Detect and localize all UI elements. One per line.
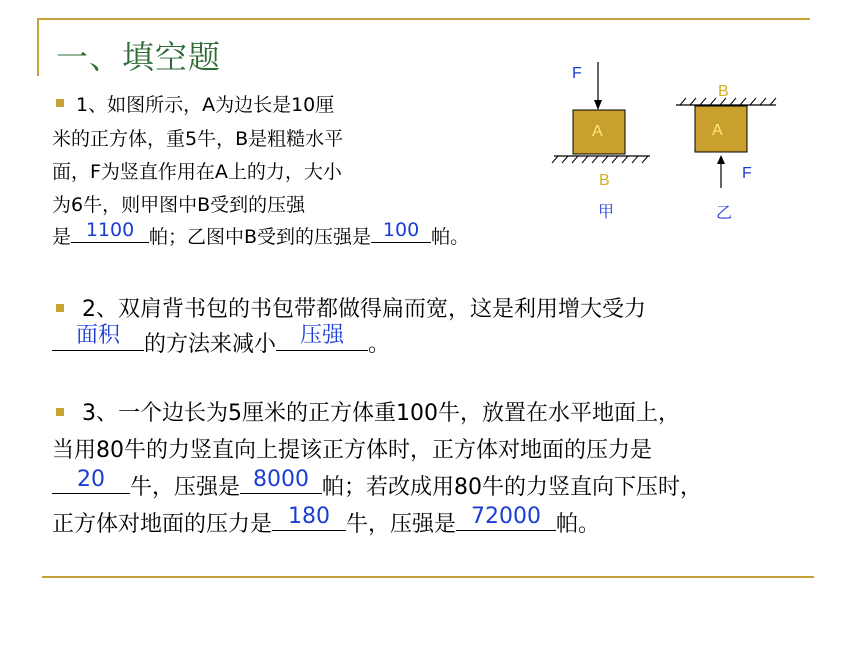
- q3-line-2: 当用80牛的力竖直向上提该正方体时，正方体对地面的压力是: [52, 438, 652, 463]
- q3-answer-1: 20: [77, 467, 105, 492]
- q3-text-e: 帕。: [556, 512, 601, 537]
- q1-line-2: 米的正方体，重5牛，B是粗糙水平: [52, 128, 344, 150]
- q3-blank-1: [52, 469, 130, 494]
- q3-blank-2: [240, 469, 322, 494]
- page-title: 一、填空题: [56, 38, 222, 76]
- q1-text-b: 帕；乙图中B受到的压强是: [149, 226, 372, 248]
- left-surface-label: B: [599, 172, 610, 189]
- q1-line-4: 为6牛，则甲图中B受到的压强: [52, 194, 306, 216]
- q2-text-a: 的方法来减小: [144, 332, 277, 357]
- q3-blank-4: [456, 506, 556, 531]
- q1-answer-2: 100: [382, 219, 420, 241]
- q2-answer-1: 面积: [75, 323, 120, 348]
- diagram-left: [552, 62, 650, 221]
- q1-answer-1: 1100: [85, 219, 135, 241]
- right-caption: 乙: [716, 203, 733, 222]
- left-hatch: [552, 156, 648, 163]
- q1-line-5: [52, 219, 470, 249]
- q3-text-d: 牛，压强是: [346, 512, 457, 537]
- q3-line-1: 3、一个边长为5厘米的正方体重100牛，放置在水平地面上，: [82, 401, 680, 426]
- q1-line-3: 面，F为竖直作用在A上的力，大小: [52, 161, 342, 183]
- bullet-q2: [56, 304, 64, 312]
- left-rule: [37, 18, 39, 76]
- q3-answer-4: 72000: [471, 504, 542, 529]
- left-caption: 甲: [598, 202, 615, 221]
- q3-line-4: [52, 506, 600, 538]
- diagram-right: [676, 83, 776, 222]
- q1-blank-2: [371, 219, 431, 243]
- q2-blank-2: [276, 323, 368, 351]
- q1-text-a: 是: [52, 226, 72, 248]
- left-block-label: A: [592, 123, 603, 140]
- q2-answer-2: 压强: [300, 323, 345, 348]
- right-surface-label: B: [718, 83, 729, 100]
- top-rule: [38, 18, 810, 20]
- q3-answer-3: 180: [288, 504, 331, 529]
- q1-line-1: 1、如图所示，A为边长是10厘: [76, 94, 335, 116]
- q2-blank-1: [52, 323, 144, 351]
- q3-blank-3: [272, 506, 346, 531]
- q3-text-c: 正方体对地面的压力是: [52, 512, 273, 537]
- q3-line-3: [52, 469, 702, 501]
- left-arrowhead: [594, 100, 602, 110]
- q3-text-a: 牛，压强是: [130, 475, 241, 500]
- bullet-q3: [56, 408, 64, 416]
- right-force-label: F: [742, 165, 752, 182]
- q2-text-b: 。: [368, 332, 391, 357]
- q2-line-2: [52, 323, 391, 358]
- left-force-label: F: [572, 65, 582, 82]
- q3-text-b: 帕；若改成用80牛的力竖直向下压时，: [322, 475, 703, 500]
- bullet-q1: [56, 99, 64, 107]
- q3-answer-2: 8000: [253, 467, 310, 492]
- q1-text-c: 帕。: [431, 226, 470, 248]
- q2-line-1: 2、双肩背书包的书包带都做得扁而宽，这是利用增大受力: [82, 297, 646, 322]
- right-block-label: A: [712, 122, 723, 139]
- q1-blank-1: [71, 219, 149, 243]
- force-diagram: [540, 60, 790, 230]
- bottom-rule: [42, 576, 814, 578]
